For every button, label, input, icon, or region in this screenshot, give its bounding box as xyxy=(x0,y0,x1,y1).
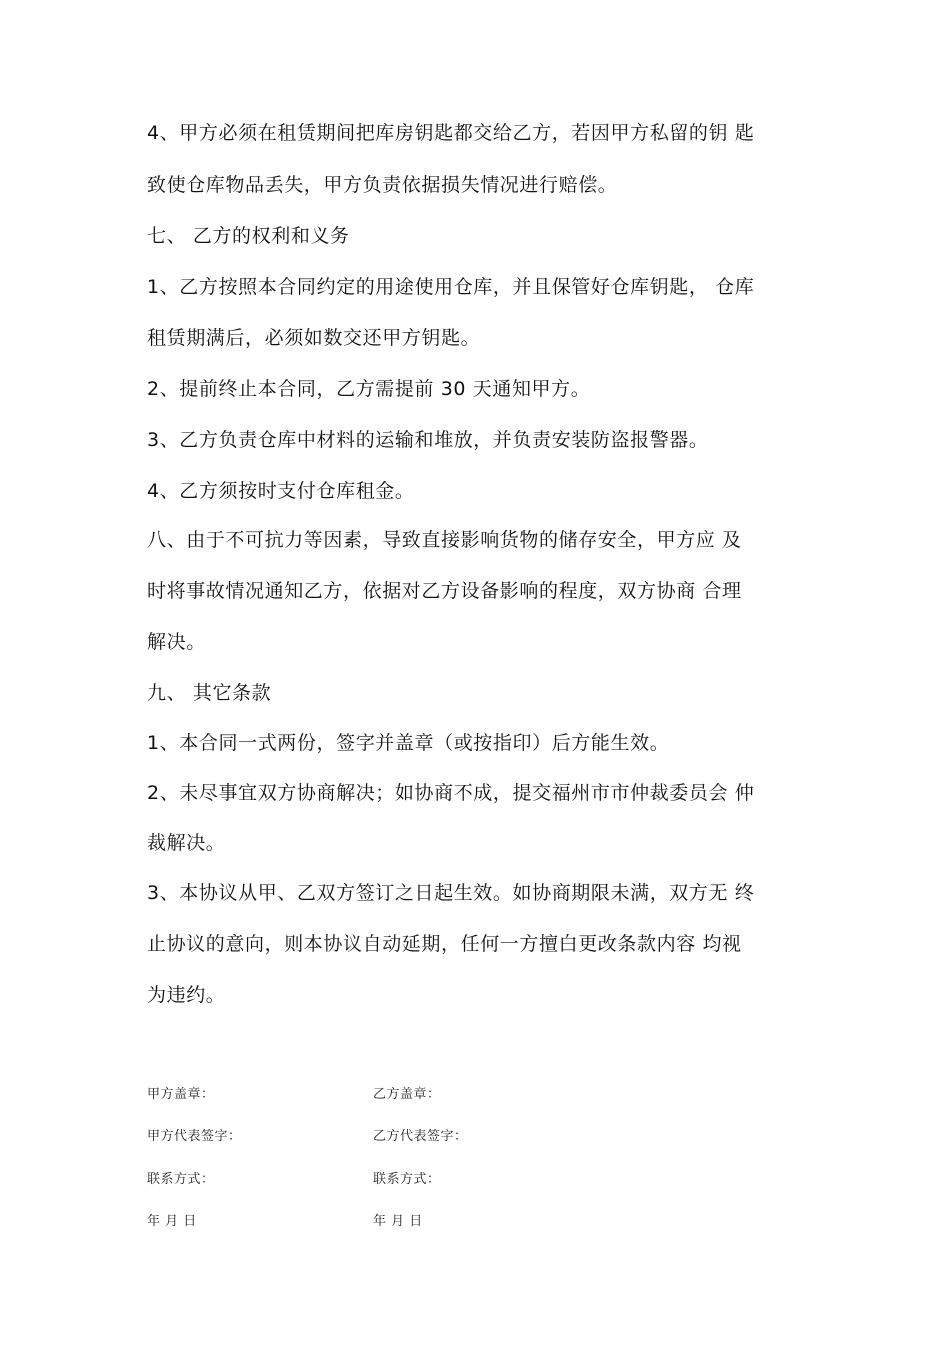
clause-9-3-line-2: 止协议的意向，则本协议自动延期，任何一方擅白更改条款内容 均视 xyxy=(147,933,742,955)
party-a-date-label: 年 月 日 xyxy=(147,1214,197,1229)
clause-7-4: 4、乙方须按时支付仓库租金。 xyxy=(147,480,415,502)
section-8-line-2: 时将事故情况通知乙方，依据对乙方设备影响的程度，双方协商 合理 xyxy=(147,580,742,602)
clause-9-2-line-2: 裁解决。 xyxy=(147,832,226,854)
section-8-line-3: 解决。 xyxy=(147,631,206,653)
section-7-heading: 七、 乙方的权利和义务 xyxy=(147,225,350,247)
clause-6-4-line-2: 致使仓库物品丢失，甲方负责依据损失情况进行赔偿。 xyxy=(147,174,618,196)
clause-9-3-line-3: 为违约。 xyxy=(147,984,226,1006)
clause-7-1-line-1: 1、乙方按照本合同约定的用途使用仓库，并且保管好仓库钥匙， 仓库 xyxy=(147,276,755,298)
party-b-date-label: 年 月 日 xyxy=(373,1214,423,1229)
clause-9-1: 1、本合同一式两份，签字并盖章（或按指印）后方能生效。 xyxy=(147,732,670,754)
section-8-line-1: 八、由于不可抗力等因素，导致直接影响货物的储存安全，甲方应 及 xyxy=(147,529,742,551)
party-b-contact-label: 联系方式： xyxy=(373,1172,441,1187)
party-b-seal-label: 乙方盖章： xyxy=(373,1087,441,1102)
clause-7-1-line-2: 租赁期满后，必须如数交还甲方钥匙。 xyxy=(147,327,481,349)
party-a-seal-label: 甲方盖章： xyxy=(147,1087,215,1102)
party-a-rep-label: 甲方代表签字： xyxy=(147,1129,242,1144)
clause-9-2-line-1: 2、未尽事宜双方协商解决；如协商不成，提交福州市市仲裁委员会 仲 xyxy=(147,782,755,804)
party-b-rep-label: 乙方代表签字： xyxy=(373,1129,468,1144)
clause-7-2: 2、提前终止本合同，乙方需提前 30 天通知甲方。 xyxy=(147,378,591,400)
clause-7-3: 3、乙方负责仓库中材料的运输和堆放，并负责安装防盗报警器。 xyxy=(147,429,709,451)
clause-6-4-line-1: 4、甲方必须在租赁期间把库房钥匙都交给乙方，若因甲方私留的钥 匙 xyxy=(147,122,755,144)
party-a-contact-label: 联系方式： xyxy=(147,1172,215,1187)
clause-9-3-line-1: 3、本协议从甲、乙双方签订之日起生效。如协商期限未满，双方无 终 xyxy=(147,882,755,904)
section-9-heading: 九、 其它条款 xyxy=(147,682,272,704)
